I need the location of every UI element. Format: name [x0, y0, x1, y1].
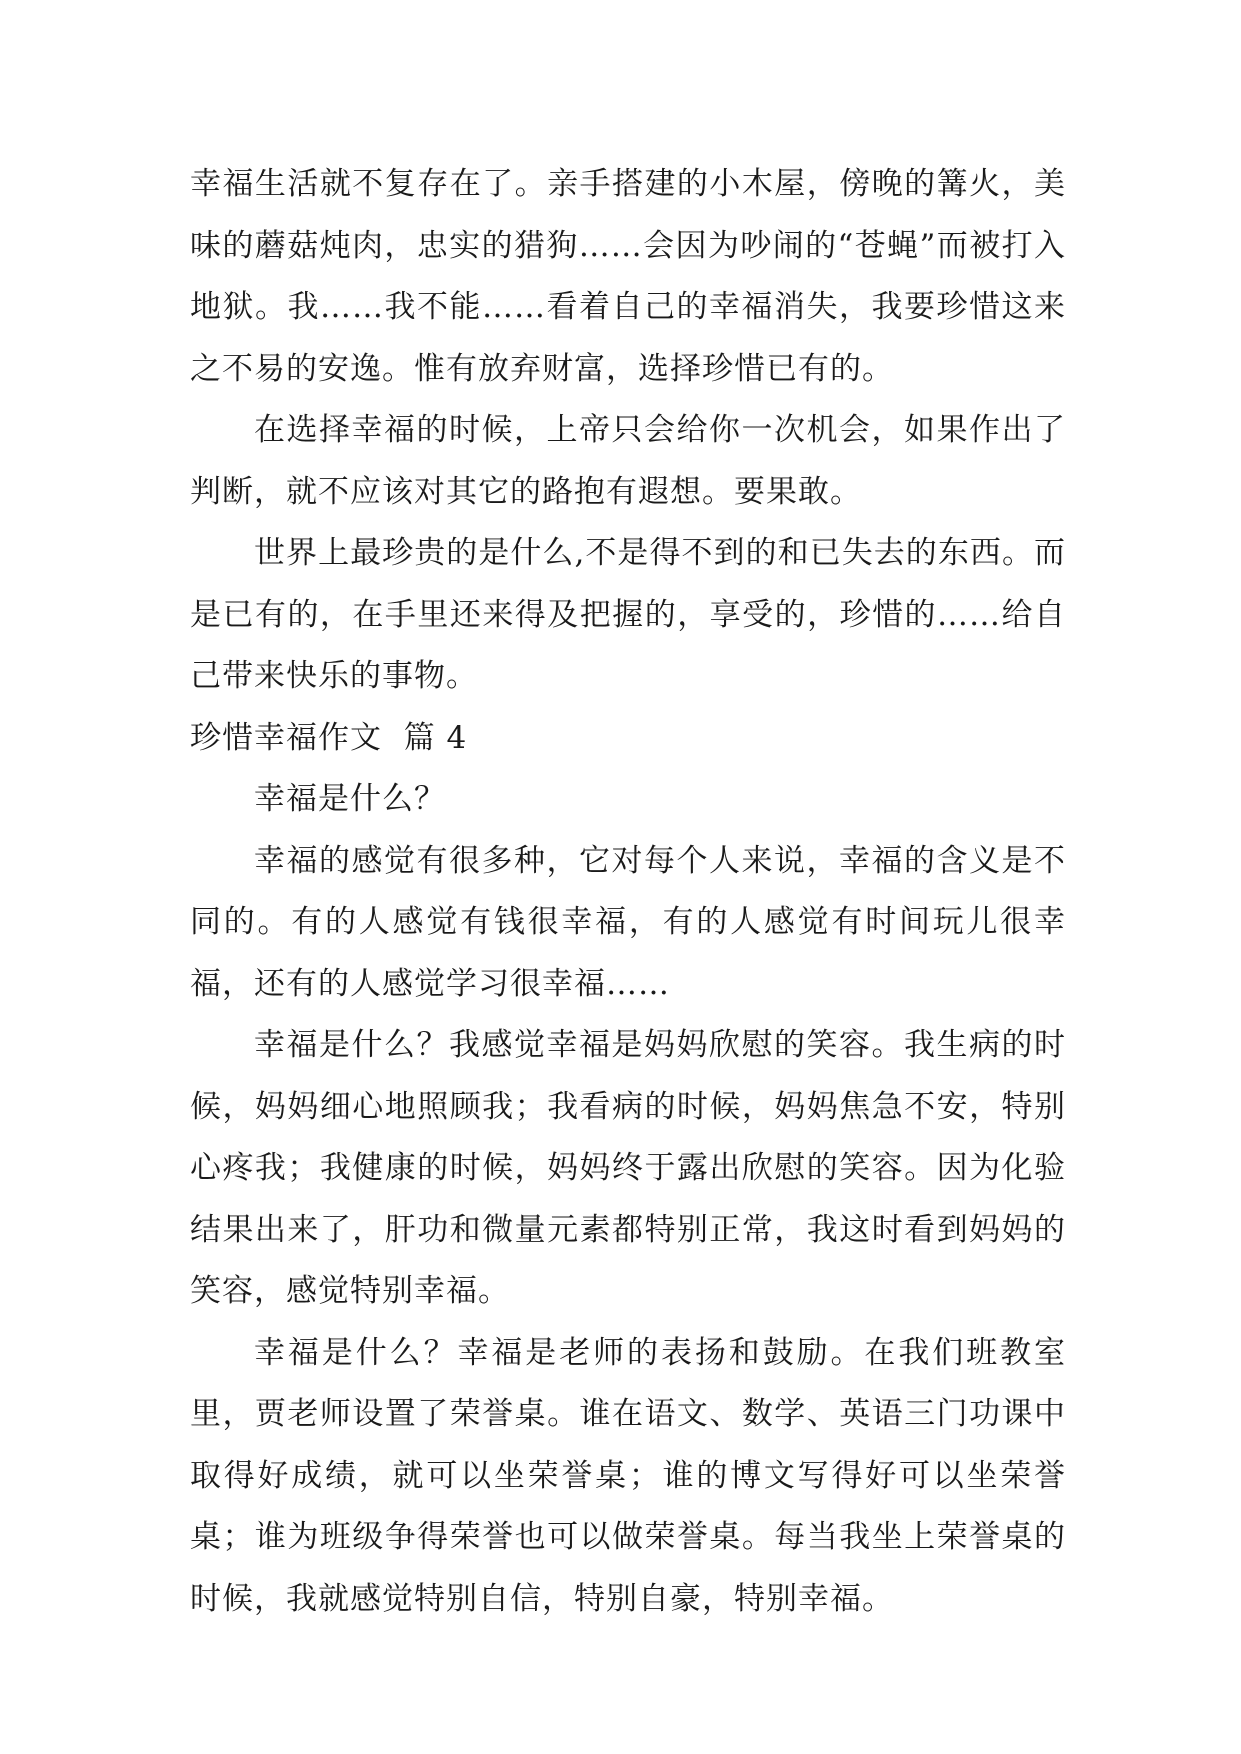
- section-heading: 珍惜幸福作文 篇 4: [190, 719, 468, 756]
- paragraph: 世界上最珍贵的是什么,不是得不到的和已失去的东西。而是已有的，在手里还来得及把握的，享受的，珍惜的……给自己带来快乐的事物。: [190, 535, 1066, 694]
- paragraph: 幸福是什么？: [254, 781, 446, 817]
- paragraph: 幸福是什么？我感觉幸福是妈妈欣慰的笑容。我生病的时候，妈妈细心地照顾我；我看病的时候，妈妈焦急不安，特别心疼我；我健康的时候，妈妈终于露出欣慰的笑容。因为化验结果出来了，肝功和微量元素都特别正常，我这时看到妈妈的笑容，感觉特别幸福。: [190, 1027, 1066, 1309]
- paragraph: 幸福的感觉有很多种，它对每个人来说，幸福的含义是不同的。有的人感觉有钱很幸福，有的人感觉有时间玩儿很幸福，还有的人感觉学习很幸福……: [190, 842, 1066, 1002]
- paragraph: 在选择幸福的时候，上帝只会给你一次机会，如果作出了判断，就不应该对其它的路抱有遐想。要果敢。: [190, 412, 1066, 510]
- paragraph: 幸福生活就不复存在了。亲手搭建的小木屋，傍晚的篝火，美味的蘑菇炖肉，忠实的猎狗……会因为吵闹的“苍蝇”而被打入地狱。我……我不能……看着自己的幸福消失，我要珍惜这来之不易的安逸。惟有放弃财富，选择珍惜已有的。: [190, 166, 1066, 387]
- document-body: [190, 154, 1066, 1630]
- paragraph: 幸福是什么？幸福是老师的表扬和鼓励。在我们班教室里，贾老师设置了荣誉桌。谁在语文、数学、英语三门功课中取得好成绩，就可以坐荣誉桌；谁的博文写得好可以坐荣誉桌；谁为班级争得荣誉也可以做荣誉桌。每当我坐上荣誉桌的时候，我就感觉特别自信，特别自豪，特别幸福。: [190, 1334, 1066, 1617]
